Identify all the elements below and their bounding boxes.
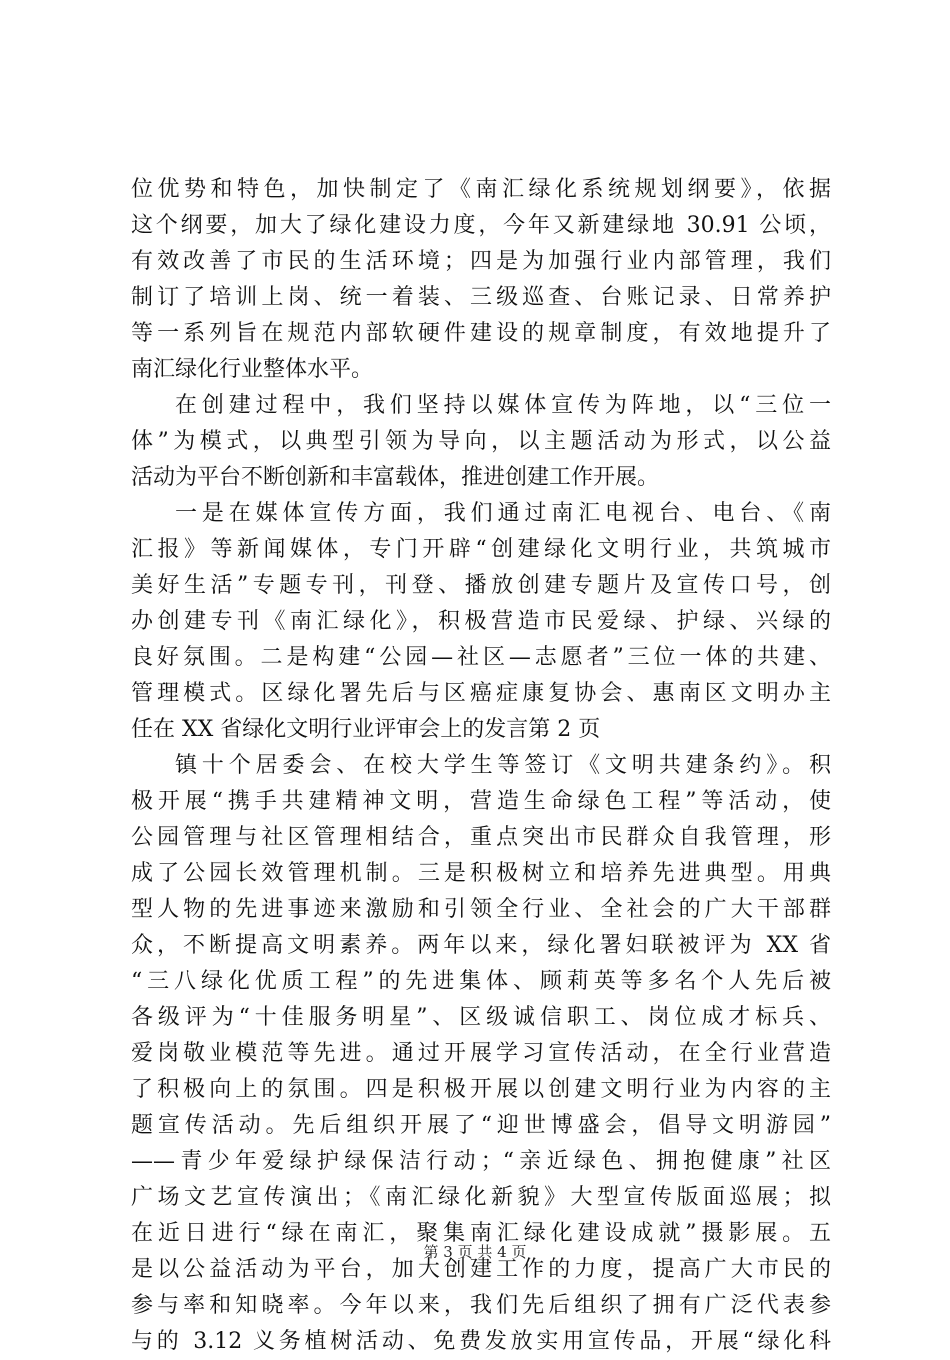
text-line: 爱岗敬业模范等先进。通过开展学习宣传活动，在全行业营造: [131, 1041, 831, 1066]
text-line: 良好氛围。二是构建“公园—社区—志愿者”三位一体的共建、: [131, 645, 831, 670]
text-line: 公园管理与社区管理相结合，重点突出市民群众自我管理，形: [131, 825, 831, 850]
text-line: “三八绿化优质工程”的先进集体、顾莉英等多名个人先后被: [131, 969, 831, 994]
text-line: 管理模式。区绿化署先后与区癌症康复协会、惠南区文明办主: [131, 681, 831, 706]
text-line: 题宣传活动。先后组织开展了“迎世博盛会，倡导文明游园”: [131, 1113, 831, 1138]
text-line: 位优势和特色，加快制定了《南汇绿化系统规划纲要》，依据: [131, 177, 831, 202]
text-line: 有效改善了市民的生活环境；四是为加强行业内部管理，我们: [131, 249, 831, 274]
text-line: 成了公园长效管理机制。三是积极树立和培养先进典型。用典: [131, 861, 831, 886]
text-line: 广场文艺宣传演出；《南汇绿化新貌》大型宣传版面巡展；拟: [131, 1185, 831, 1210]
text-line: 美好生活”专题专刊，刊登、播放创建专题片及宣传口号，创: [131, 573, 831, 598]
text-line: 了积极向上的氛围。四是积极开展以创建文明行业为内容的主: [131, 1077, 831, 1102]
text-line: 众，不断提高文明素养。两年以来，绿化署妇联被评为 XX 省: [131, 933, 831, 958]
text-line: 与的 3.12 义务植树活动、免费发放实用宣传品，开展“绿化科: [131, 1329, 831, 1354]
body-text: [131, 172, 831, 1360]
text-line: 办创建专刊《南汇绿化》，积极营造市民爱绿、护绿、兴绿的: [131, 609, 831, 634]
text-line: 这个纲要，加大了绿化建设力度，今年又新建绿地 30.91 公顷，: [131, 213, 831, 238]
page-footer: 第 3 页 共 4 页: [423, 1243, 527, 1261]
text-line: 在近日进行“绿在南汇，聚集南汇绿化建设成就”摄影展。五: [131, 1221, 831, 1246]
text-line: 镇十个居委会、在校大学生等签订《文明共建条约》。积: [175, 753, 831, 778]
text-line: 型人物的先进事迹来激励和引领全行业、全社会的广大干部群: [131, 897, 831, 922]
text-line: 极开展“携手共建精神文明，营造生命绿色工程”等活动，使: [131, 789, 831, 814]
text-line: 在创建过程中，我们坚持以媒体宣传为阵地，以“三位一: [175, 393, 831, 418]
text-line: 是以公益活动为平台，加大创建工作的力度，提高广大市民的: [131, 1257, 831, 1282]
text-line: 一是在媒体宣传方面，我们通过南汇电视台、电台、《南: [175, 501, 831, 526]
text-line: ——青少年爱绿护绿保洁行动；“亲近绿色、拥抱健康”社区: [131, 1149, 831, 1174]
text-line: 制订了培训上岗、统一着装、三级巡查、台账记录、日常养护: [131, 285, 831, 310]
text-line: 参与率和知晓率。今年以来，我们先后组织了拥有广泛代表参: [131, 1293, 831, 1318]
text-line: 体”为模式，以典型引领为导向，以主题活动为形式，以公益: [131, 429, 831, 454]
text-line: 南汇绿化行业整体水平。: [131, 357, 374, 382]
text-line: 活动为平台不断创新和丰富载体，推进创建工作开展。: [131, 465, 660, 490]
text-line: 任在 XX 省绿化文明行业评审会上的发言第 2 页: [131, 717, 601, 742]
text-line: 等一系列旨在规范内部软硬件建设的规章制度，有效地提升了: [131, 321, 831, 346]
text-line: 汇报》等新闻媒体，专门开辟“创建绿化文明行业，共筑城市: [131, 537, 831, 562]
text-line: 各级评为“十佳服务明星”、区级诚信职工、岗位成才标兵、: [131, 1005, 831, 1030]
